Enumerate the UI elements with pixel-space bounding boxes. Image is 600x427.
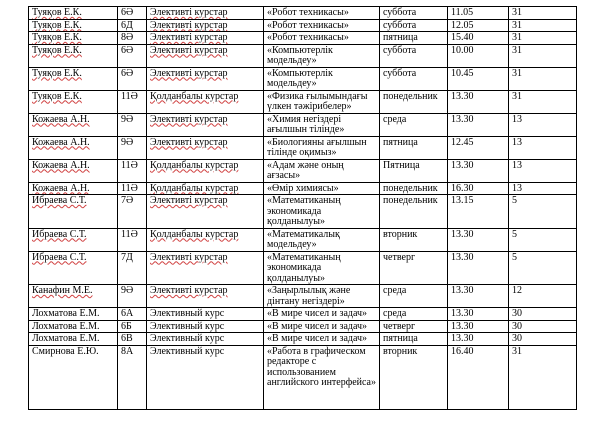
room-cell: 13	[509, 159, 577, 182]
class-cell: 6Ә	[118, 67, 147, 90]
spellcheck-underline: Элективті курстар	[150, 285, 228, 296]
course-title-cell: «Биологияны ағылшын тілінде оқимыз»	[264, 136, 380, 159]
time-cell: 16.40	[448, 345, 509, 409]
course-title-cell: «Компьютерлік модельдеу»	[264, 44, 380, 67]
room-cell: 30	[509, 308, 577, 321]
day-cell: пятница	[380, 333, 448, 346]
spellcheck-underline: Элективті курстар	[150, 19, 228, 31]
room-cell: 31	[509, 32, 577, 45]
table-row	[29, 182, 577, 195]
teacher-cell	[29, 228, 118, 251]
room-cell: 31	[509, 19, 577, 32]
room-cell: 31	[509, 345, 577, 409]
teacher-cell: Лохматова Е.М.	[29, 333, 118, 346]
course-type-cell	[147, 182, 264, 195]
course-title-cell: «Адам және оның ағзасы»	[264, 159, 380, 182]
spellcheck-underline: Элективті курстар	[150, 32, 228, 43]
day-cell: суббота	[380, 67, 448, 90]
course-type-cell: Элективный курс	[147, 345, 264, 409]
day-cell: суббота	[380, 7, 448, 20]
course-title-cell: «Математикалық модельдеу»	[264, 228, 380, 251]
course-type-cell	[147, 7, 264, 20]
course-title-cell: «Заңырлылық және дінтану негіздері»	[264, 285, 380, 308]
class-cell: 8Ә	[118, 32, 147, 45]
teacher-cell	[29, 251, 118, 285]
day-cell: вторник	[380, 345, 448, 409]
schedule-table-body	[29, 7, 577, 410]
course-title-cell: «В мире чисел и задач»	[264, 333, 380, 346]
spellcheck-underline: Элективті курстар	[150, 251, 228, 263]
spellcheck-underline: Кожаева А.Н.	[32, 182, 90, 194]
spellcheck-underline: Кожаева А.Н.	[32, 159, 90, 171]
course-type-cell	[147, 113, 264, 136]
course-title-cell: «Өмір химиясы»	[264, 182, 380, 195]
day-cell: суббота	[380, 19, 448, 32]
class-cell: 6А	[118, 308, 147, 321]
time-cell: 13.30	[448, 333, 509, 346]
class-cell: 7Ә	[118, 195, 147, 229]
spellcheck-underline: Ибраева С.Т.	[32, 195, 87, 206]
time-cell: 13.30	[448, 285, 509, 308]
table-row	[29, 333, 577, 346]
room-cell: 13	[509, 182, 577, 195]
spellcheck-underline: Қолданбалы курстар	[150, 182, 239, 194]
time-cell: 13.15	[448, 195, 509, 229]
room-cell: 5	[509, 228, 577, 251]
table-row	[29, 7, 577, 20]
teacher-cell	[29, 32, 118, 45]
course-title-cell: «Химия негіздері ағылшын тілінде»	[264, 113, 380, 136]
teacher-cell: Лохматова Е.М.	[29, 320, 118, 333]
table-row	[29, 159, 577, 182]
course-type-cell	[147, 32, 264, 45]
table-row	[29, 285, 577, 308]
time-cell: 13.30	[448, 113, 509, 136]
course-type-cell	[147, 136, 264, 159]
teacher-cell	[29, 182, 118, 195]
table-row	[29, 67, 577, 90]
course-type-cell: Элективный курс	[147, 308, 264, 321]
teacher-cell	[29, 195, 118, 229]
spellcheck-underline: Элективті курстар	[150, 113, 228, 125]
teacher-cell	[29, 159, 118, 182]
table-row	[29, 345, 577, 409]
spellcheck-underline: Элективті курстар	[150, 136, 228, 148]
course-type-cell	[147, 90, 264, 113]
time-cell: 13.30	[448, 251, 509, 285]
day-cell: среда	[380, 308, 448, 321]
course-type-cell	[147, 44, 264, 67]
spellcheck-underline: Туяқов Е.К.	[32, 7, 82, 18]
course-type-cell	[147, 19, 264, 32]
spellcheck-underline: Элективті курстар	[150, 44, 228, 56]
spellcheck-underline: Туяқов Е.К.	[32, 67, 82, 79]
day-cell: понедельник	[380, 195, 448, 229]
spellcheck-underline: Қолданбалы курстар	[150, 90, 239, 102]
time-cell: 11.05	[448, 7, 509, 20]
table-row	[29, 228, 577, 251]
room-cell: 30	[509, 333, 577, 346]
day-cell: понедельник	[380, 182, 448, 195]
day-cell: четверг	[380, 251, 448, 285]
course-title-cell: «Работа в графическом редакторе с использованием английского интерфейса»	[264, 345, 380, 409]
table-row	[29, 251, 577, 285]
course-type-cell	[147, 195, 264, 229]
table-row	[29, 113, 577, 136]
teacher-cell	[29, 44, 118, 67]
teacher-cell	[29, 136, 118, 159]
day-cell: среда	[380, 113, 448, 136]
table-row	[29, 90, 577, 113]
class-cell: 11Ә	[118, 159, 147, 182]
course-type-cell	[147, 251, 264, 285]
time-cell: 12.45	[448, 136, 509, 159]
teacher-cell: Лохматова Е.М.	[29, 308, 118, 321]
course-type-cell	[147, 228, 264, 251]
course-title-cell: «В мире чисел и задач»	[264, 320, 380, 333]
class-cell: 9Ә	[118, 136, 147, 159]
course-type-cell	[147, 159, 264, 182]
room-cell: 30	[509, 320, 577, 333]
room-cell: 12	[509, 285, 577, 308]
teacher-cell	[29, 90, 118, 113]
teacher-cell	[29, 7, 118, 20]
time-cell: 13.30	[448, 228, 509, 251]
course-title-cell: «В мире чисел и задач»	[264, 308, 380, 321]
spellcheck-underline: Туяқов Е.К.	[32, 19, 82, 31]
teacher-cell	[29, 285, 118, 308]
table-row	[29, 195, 577, 229]
course-title-cell: «Компьютерлік модельдеу»	[264, 67, 380, 90]
time-cell: 13.30	[448, 320, 509, 333]
course-title-cell: «Математиканың экономикада қолданылуы»	[264, 195, 380, 229]
room-cell: 5	[509, 195, 577, 229]
course-title-cell: «Робот техникасы»	[264, 32, 380, 45]
day-cell: пятница	[380, 32, 448, 45]
schedule-table	[28, 6, 577, 410]
spellcheck-underline: Элективті курстар	[150, 195, 228, 206]
spellcheck-underline: Қолданбалы курстар	[150, 228, 239, 240]
spellcheck-underline: Ибраева С.Т.	[32, 251, 87, 263]
day-cell: понедельник	[380, 90, 448, 113]
spellcheck-underline: Кожаева А.Н.	[32, 136, 90, 148]
room-cell: 31	[509, 7, 577, 20]
table-row	[29, 32, 577, 45]
time-cell: 10.45	[448, 67, 509, 90]
room-cell: 31	[509, 90, 577, 113]
room-cell: 31	[509, 67, 577, 90]
time-cell: 12.05	[448, 19, 509, 32]
course-type-cell	[147, 67, 264, 90]
day-cell: среда	[380, 285, 448, 308]
time-cell: 13.30	[448, 90, 509, 113]
course-type-cell: Элективный курс	[147, 320, 264, 333]
day-cell: вторник	[380, 228, 448, 251]
spellcheck-underline: Қолданбалы курстар	[150, 159, 239, 171]
table-row	[29, 320, 577, 333]
spellcheck-underline: Элективті курстар	[150, 7, 228, 18]
course-title-cell: «Физика ғылымындағы үлкен тәжірибелер»	[264, 90, 380, 113]
class-cell: 9Ә	[118, 285, 147, 308]
course-title-cell: «Робот техникасы»	[264, 19, 380, 32]
day-cell: четверг	[380, 320, 448, 333]
day-cell: суббота	[380, 44, 448, 67]
spellcheck-underline: Туяқов Е.К.	[32, 90, 82, 102]
spellcheck-underline: Кожаева А.Н.	[32, 113, 90, 125]
class-cell: 6В	[118, 333, 147, 346]
teacher-cell	[29, 19, 118, 32]
teacher-cell	[29, 67, 118, 90]
class-cell: 6Ә	[118, 7, 147, 20]
spellcheck-underline: Туяқов Е.К.	[32, 32, 82, 43]
table-row	[29, 308, 577, 321]
room-cell: 5	[509, 251, 577, 285]
time-cell: 15.40	[448, 32, 509, 45]
table-row	[29, 136, 577, 159]
class-cell: 11Ә	[118, 182, 147, 195]
course-type-cell	[147, 285, 264, 308]
day-cell: пятница	[380, 136, 448, 159]
class-cell: 11Ә	[118, 90, 147, 113]
course-title-cell: «Робот техникасы»	[264, 7, 380, 20]
time-cell: 10.00	[448, 44, 509, 67]
spellcheck-underline: Канафин М.Е.	[32, 285, 93, 296]
table-row	[29, 44, 577, 67]
spellcheck-underline: Элективті курстар	[150, 67, 228, 79]
class-cell: 6Ә	[118, 44, 147, 67]
room-cell: 13	[509, 113, 577, 136]
class-cell: 7Д	[118, 251, 147, 285]
time-cell: 13.30	[448, 308, 509, 321]
class-cell: 6Д	[118, 19, 147, 32]
class-cell: 6Б	[118, 320, 147, 333]
class-cell: 11Ә	[118, 228, 147, 251]
room-cell: 31	[509, 44, 577, 67]
day-cell: Пятница	[380, 159, 448, 182]
time-cell: 16.30	[448, 182, 509, 195]
spellcheck-underline: Ибраева С.Т.	[32, 228, 87, 240]
teacher-cell	[29, 113, 118, 136]
teacher-cell: Смирнова Е.Ю.	[29, 345, 118, 409]
course-type-cell: Элективный курс	[147, 333, 264, 346]
table-row	[29, 19, 577, 32]
class-cell: 9Ә	[118, 113, 147, 136]
spellcheck-underline: Туяқов Е.К.	[32, 44, 82, 56]
time-cell: 13.30	[448, 159, 509, 182]
course-title-cell: «Математиканың экономикада қолданылуы»	[264, 251, 380, 285]
class-cell: 8А	[118, 345, 147, 409]
room-cell: 13	[509, 136, 577, 159]
